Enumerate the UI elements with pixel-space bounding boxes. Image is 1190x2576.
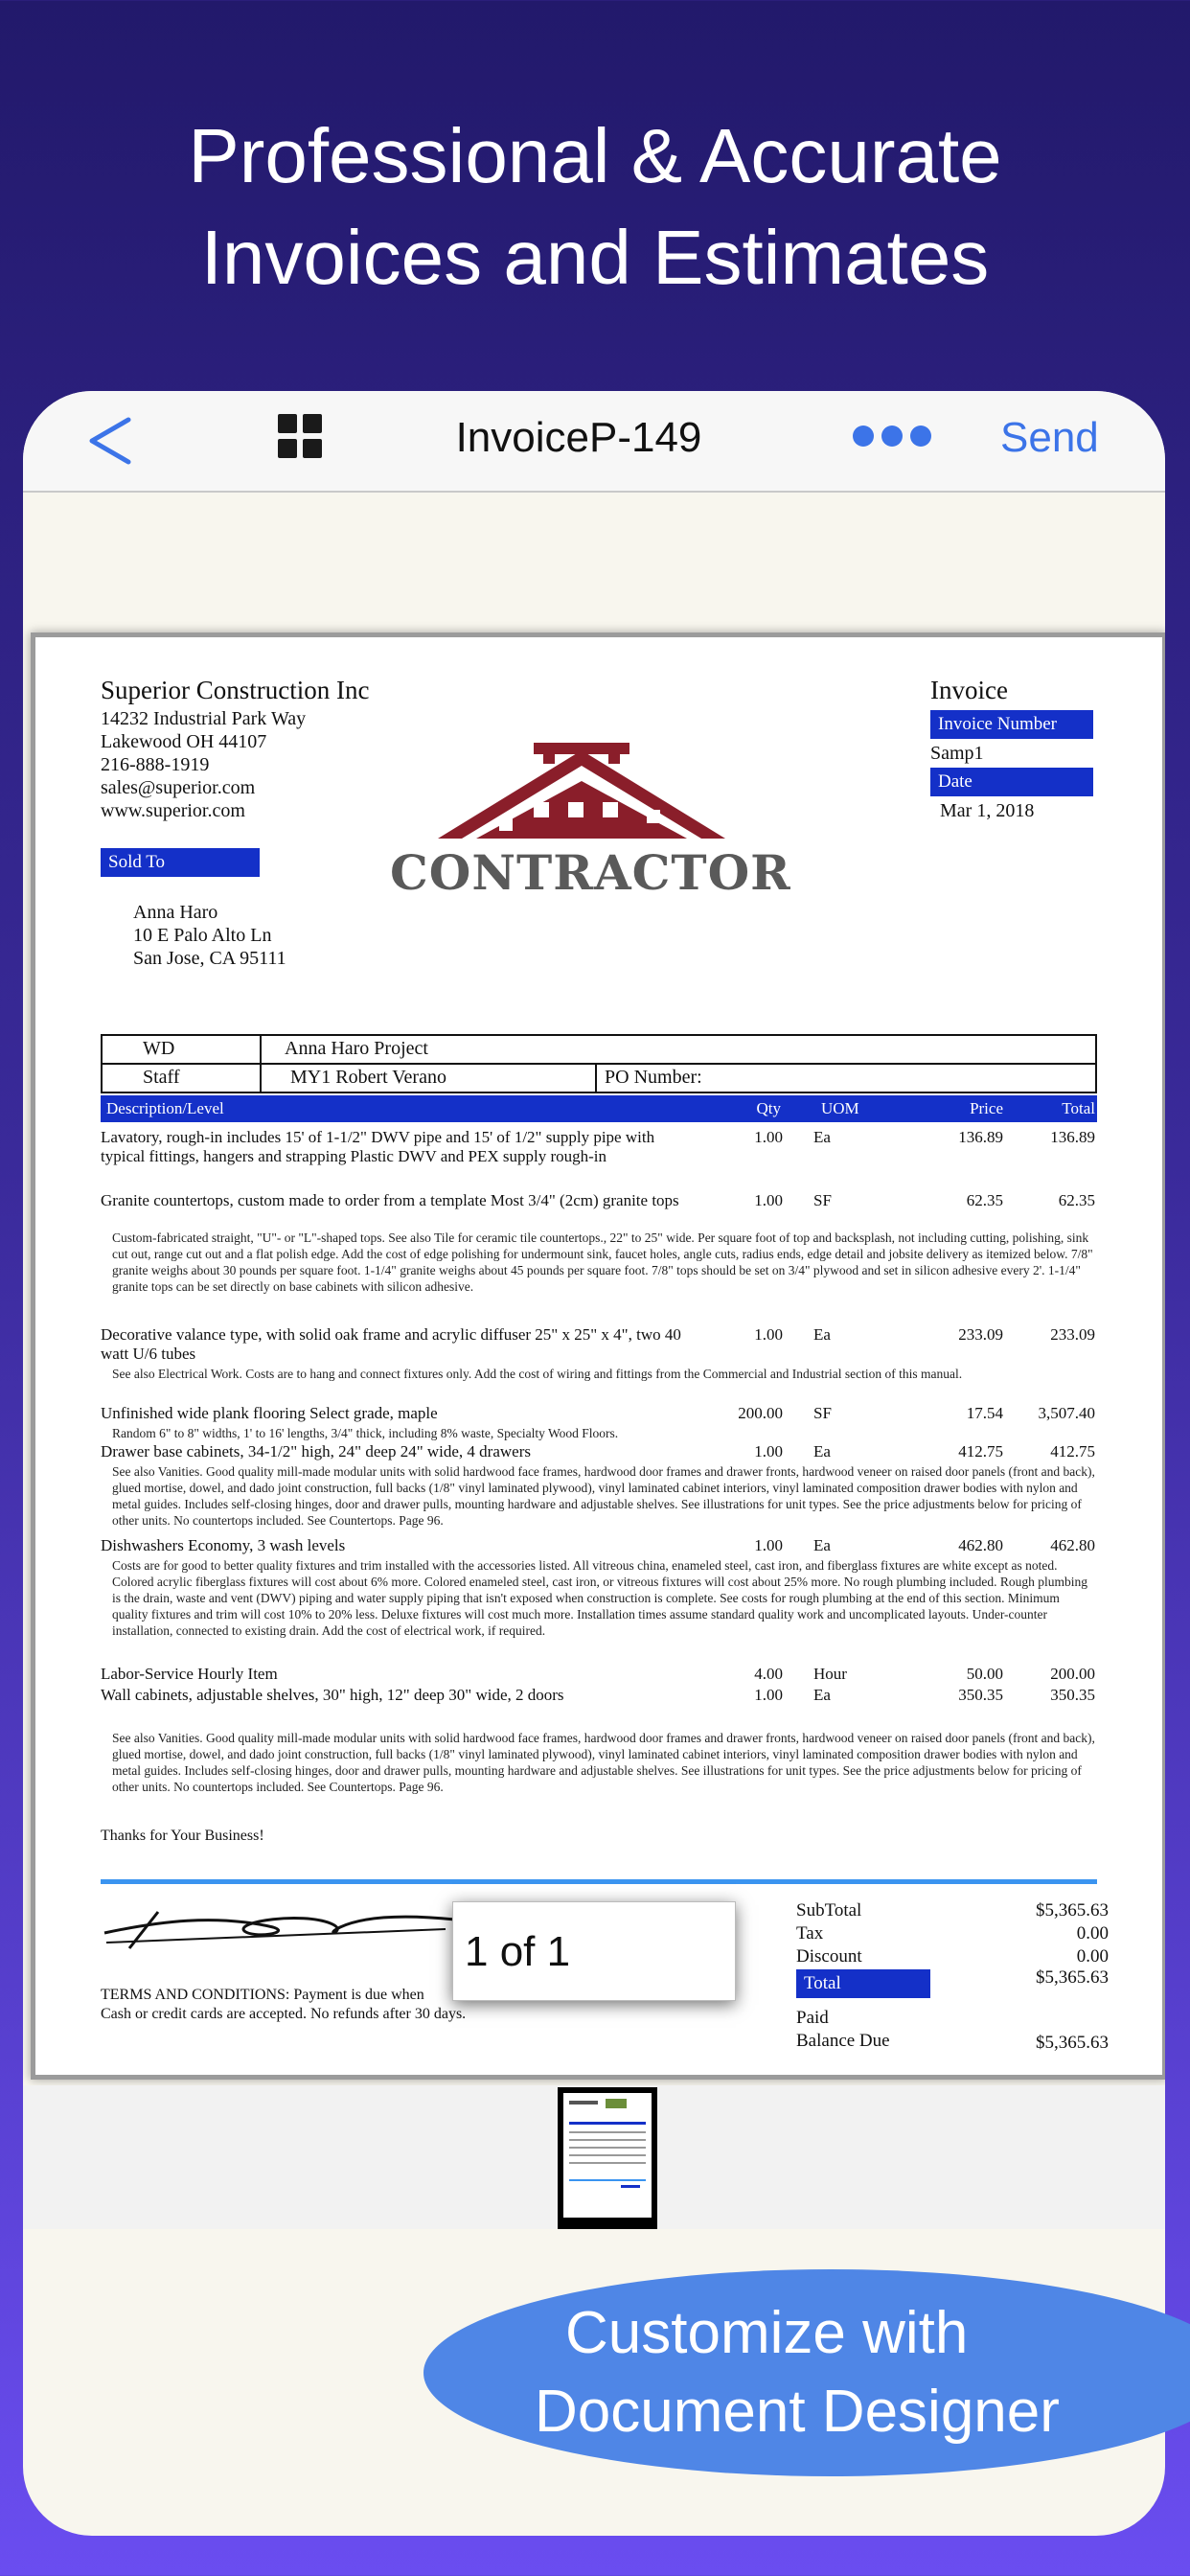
item-note: See also Electrical Work. Costs are to hang and connect fixtures only. Add the cost of wiring and fittings from the Commercial and Industrial section of this manual. — [112, 1367, 963, 1381]
invoice-date-value: Mar 1, 2018 — [940, 800, 1035, 821]
line-items-header — [101, 1095, 1097, 1122]
col-total: Total — [1062, 1099, 1095, 1117]
company-address-1: 14232 Industrial Park Way — [101, 708, 307, 729]
grid-icon[interactable] — [278, 414, 324, 460]
col-price: Price — [970, 1099, 1003, 1117]
phone-screen — [23, 391, 1165, 2536]
more-dots-icon[interactable] — [853, 426, 929, 448]
subtotal-label: SubTotal — [796, 1900, 862, 1920]
send-button[interactable]: Send — [1000, 414, 1099, 461]
staff-value: MY1 Robert Verano — [290, 1067, 446, 1088]
logo-text: CONTRACTOR — [390, 844, 791, 901]
total-value: $5,365.63 — [1036, 1967, 1109, 1988]
discount-value: 0.00 — [1076, 1946, 1109, 1966]
invoice-date-label: Date — [930, 768, 1093, 796]
sold-to-label: Sold To — [101, 848, 260, 877]
tax-value: 0.00 — [1076, 1923, 1109, 1944]
item-note: Custom-fabricated straight, "U"- or "L"-shaped tops. See also Tile for ceramic tile countertops., 22" to 25" wide. Per square foot of top and backsplash, not including cutting, polishing, sink cut out, range cut out and a flat polish edge. Add the cost of edge polishing for undermount sink, faucet holes, angle cuts, radius ends, edge detail and jobsite delivery as itemized below. 7/8" granite weighs about 30 pounds per square foot. 1-1/4" granite weighs about 45 pounds per square foot. 7/8" tops should be set on 3/4" plywood and set in silicon adhesive every 2'. 1-1/4" granite tops can be set directly on base cabinets with silicon adhesive. — [112, 1230, 1093, 1294]
balance-due-label: Balance Due — [796, 2031, 890, 2051]
col-uom: UOM — [821, 1099, 859, 1117]
po-number-label: PO Number: — [605, 1067, 702, 1088]
summary-divider — [101, 1879, 1097, 1884]
invoice-number-label: Invoice Number — [930, 710, 1093, 739]
customize-promo-bubble — [423, 2269, 1190, 2476]
tax-label: Tax — [796, 1923, 824, 1944]
discount-label: Discount — [796, 1946, 862, 1966]
terms-line-2: Cash or credit cards are accepted. No refunds after 30 days. — [101, 2006, 467, 2022]
page-indicator: 1 of 1 — [452, 1901, 736, 2001]
headline-line-1: Professional & Accurate — [188, 113, 1002, 198]
invoice-number-value: Samp1 — [930, 743, 984, 764]
navigation-bar — [23, 391, 1165, 493]
company-phone: 216-888-1919 — [101, 754, 210, 775]
item-note: Random 6" to 8" widths, 1' to 16' lengths, 3/4" thick, including 8% waste, Specialty Wood Floors. — [112, 1426, 619, 1440]
page-thumbnail-strip — [23, 2085, 1165, 2229]
total-label: Total — [796, 1969, 930, 1998]
promo-line-2: Document Designer — [535, 2379, 1060, 2445]
company-address-2: Lakewood OH 44107 — [101, 731, 267, 752]
promo-line-1: Customize with — [565, 2300, 969, 2366]
col-description: Description/Level — [106, 1099, 224, 1117]
document-title: InvoiceP-149 — [455, 414, 702, 461]
paid-label: Paid — [796, 2008, 829, 2028]
terms-line-1: TERMS AND CONDITIONS: Payment is due when — [101, 1987, 424, 2003]
invoice-document[interactable]: Superior Construction Inc 14232 Industrial Park Way Lakewood OH 44107 216-888-1919 sales@superior.com www.superior.com CONTRACTOR Invoice Invoice Number Samp1 Date Mar 1, 2018 Sold To Anna Haro 10 E Palo Alto Ln San Jose, CA 95111 WD Anna Haro Project Staff MY1 Robert Verano PO Number: Description/Level Qty UOM Price Total Lavatory, rough-in includes 15' of 1-1/2" DWV pipe and 15' of 1/2" supply pipe with typical fittings, hangers and strapping Plastic DWV and PEX supply rough-in 1.00 Ea 136.89 136.89 Granite countertops, custom made to order from a template Most 3/4" (2cm) granite tops 1.00 SF 62.35 62.35 Custom-fabricated straight, "U"- or "L"-shaped tops. See also Tile for ceramic tile countertops., 22" to 25" wide. Per square foot of top and backsplash, not including cutting, polishing, sink cut out, range cut out and a flat polish edge. Add the cost of edge polishing for undermount sink, faucet holes, angle cuts, radius ends, edge detail and jobsite delivery as itemized below. 7/8" granite weighs about 30 pounds per square foot. 1-1/4" granite weighs about 45 pounds per square foot. 7/8" tops should be set on 3/4" plywood and set in silicon adhesive every 2'. 1-1/4" granite tops can be set directly on base cabinets with silicon adhesive. Decorative valance type, with solid oak frame and acrylic diffuser 25" x 25" x 4", two 40 watt U/6 tubes 1.00 Ea 233.09 233.09 See also Electrical Work. Costs are to hang and connect fixtures only. Add the cost of wiring and fittings from the Commercial and Industrial section of this manual. Unfinished wide plank flooring Select grade, maple 200.00 SF 17.54 3,507.40 Random 6" to 8" widths, 1' to 16' lengths, 3/4" thick, including 8% waste, Specialty Wood Floors. Drawer base cabinets, 34-1/2" high, 24" deep 24" wide, 4 drawers 1.00 Ea 412.75 412.75 See also Vanities. Good quality mill-made modular units with solid hardwood face frames, hardwood door frames and drawer fronts, hardwood veneer on raised door panels (front and back), glued mortise, dowel, and dado joint construction, full backs (1/8" vinyl laminated plywood), vinyl laminated cabinet interiors, vinyl laminated composition drawer bodies with nylon and metal guides. Includes self-closing hinges, door and drawer pulls, mounting hardware and adjustable shelves. See illustrations for unit types. See the price adjustments below for pricing of other units. No countertops included. See Countertops. Page 96. Dishwashers Economy, 3 wash levels 1.00 Ea 462.80 462.80 Costs are for good to better quality fixtures and trim installed with the accessories listed. All vitreous china, enameled steel, cast iron, and fiberglass fixtures are white except as noted. Colored acrylic fiberglass fixtures will cost about 6% more. Colored enameled steel, cast iron, or vitreous fixtures will cost about 25% more. No rough plumbing included. Rough plumbing is the drain, waste and vent (DWV) piping and water supply piping that isn't exposed when construction is complete. See costs for rough plumbing at the end of this section. Minimum quality fixtures and trim will cost 10% to 20% less. Deluxe fixtures will cost much more. Installation times assume standard quality work and uncomplicated layouts. Under-counter installation, connected to existing drain. Add the cost of electrical work, if required. Labor-Service Hourly Item 4.00 Hour 50.00 200.00 Wall cabinets, adjustable shelves, 30" high, 12" deep 30" wide, 2 doors 1.00 Ea 350.35 350.35 See also Vanities. Good quality mill-made modular units with solid hardwood face frames, hardwood door frames and drawer fronts, hardwood veneer on raised door panels (front and back), glued mortise, dowel, and dado joint construction, full backs (1/8" vinyl laminated plywood), vinyl laminated cabinet interiors, vinyl laminated composition drawer bodies with nylon and metal guides. Includes self-closing hinges, door and drawer pulls, mounting hardware and adjustable shelves. See illustrations for unit types. See the price adjustments below for pricing of other units. No countertops included. See Countertops. Page 96. Thanks for Your Business! TERMS AND CONDITIONS: Payment is due when Cash or credit cards are accepted. No refunds after 30 days. SubTotal $5,365.63 Tax 0.00 Discount 0.00 Total $5,365.63 Paid Balance Due $5,365.63 — [31, 632, 1165, 2080]
page-thumbnail[interactable] — [558, 2087, 657, 2229]
item-note: See also Vanities. Good quality mill-made modular units with solid hardwood face frames, hardwood door frames and drawer fronts, hardwood veneer on raised door panels (front and back), glued mortise, dowel, and dado joint construction, full backs (1/8" vinyl laminated plywood), vinyl laminated cabinet interiors, vinyl laminated composition drawer bodies with nylon and metal guides. Includes self-closing hinges, door and drawer pulls, mounting hardware and adjustable shelves. See illustrations for unit types. See the price adjustments below for pricing of other units. No countertops included. See Countertops. Page 96. — [112, 1731, 1095, 1794]
signature — [101, 1904, 465, 1952]
headline-line-2: Invoices and Estimates — [200, 215, 990, 300]
promo-headline — [0, 105, 1190, 309]
company-email: sales@superior.com — [101, 777, 256, 798]
customer-name: Anna Haro — [133, 902, 218, 923]
invoice-heading: Invoice — [930, 676, 1008, 704]
customer-address-2: San Jose, CA 95111 — [133, 948, 286, 969]
wd-value: Anna Haro Project — [285, 1038, 428, 1059]
item-note: See also Vanities. Good quality mill-made modular units with solid hardwood face frames, hardwood door frames and drawer fronts, hardwood veneer on raised door panels (front and back), glued mortise, dowel, and dado joint construction, full backs (1/8" vinyl laminated plywood), vinyl laminated cabinet interiors, vinyl laminated composition drawer bodies with nylon and metal guides. Includes self-closing hinges, door and drawer pulls, mounting hardware and adjustable shelves. See illustrations for unit types. See the price adjustments below for pricing of other units. No countertops included. See Countertops. Page 96. — [112, 1464, 1095, 1528]
company-website: www.superior.com — [101, 800, 245, 821]
wd-label: WD — [143, 1038, 175, 1059]
col-qty: Qty — [756, 1099, 781, 1117]
thanks-message: Thanks for Your Business! — [101, 1828, 264, 1844]
subtotal-value: $5,365.63 — [1036, 1900, 1109, 1920]
staff-label: Staff — [143, 1067, 180, 1088]
company-name: Superior Construction Inc — [101, 676, 370, 704]
chevron-left-icon[interactable] — [82, 412, 140, 470]
contractor-logo — [390, 743, 791, 901]
item-note: Costs are for good to better quality fixtures and trim installed with the accessories listed. All vitreous china, enameled steel, cast iron, and fiberglass fixtures are white except as noted. Colored acrylic fiberglass fixtures will cost about 6% more. Colored enameled steel, cast iron, or vitreous fixtures will cost about 25% more. No rough plumbing included. Rough plumbing is the drain, waste and vent (DWV) piping and water supply piping that isn't exposed when construction is complete. See costs for rough plumbing at the end of this section. Minimum quality fixtures and trim will cost 10% to 20% less. Deluxe fixtures will cost much more. Installation times assume standard quality work and uncomplicated layouts. Under-counter installation, connected to existing drain. Add the cost of electrical work, if required. — [112, 1558, 1088, 1638]
customer-address-1: 10 E Palo Alto Ln — [133, 925, 272, 946]
balance-due-value: $5,365.63 — [1036, 2033, 1109, 2053]
job-info-table — [101, 1034, 1097, 1093]
